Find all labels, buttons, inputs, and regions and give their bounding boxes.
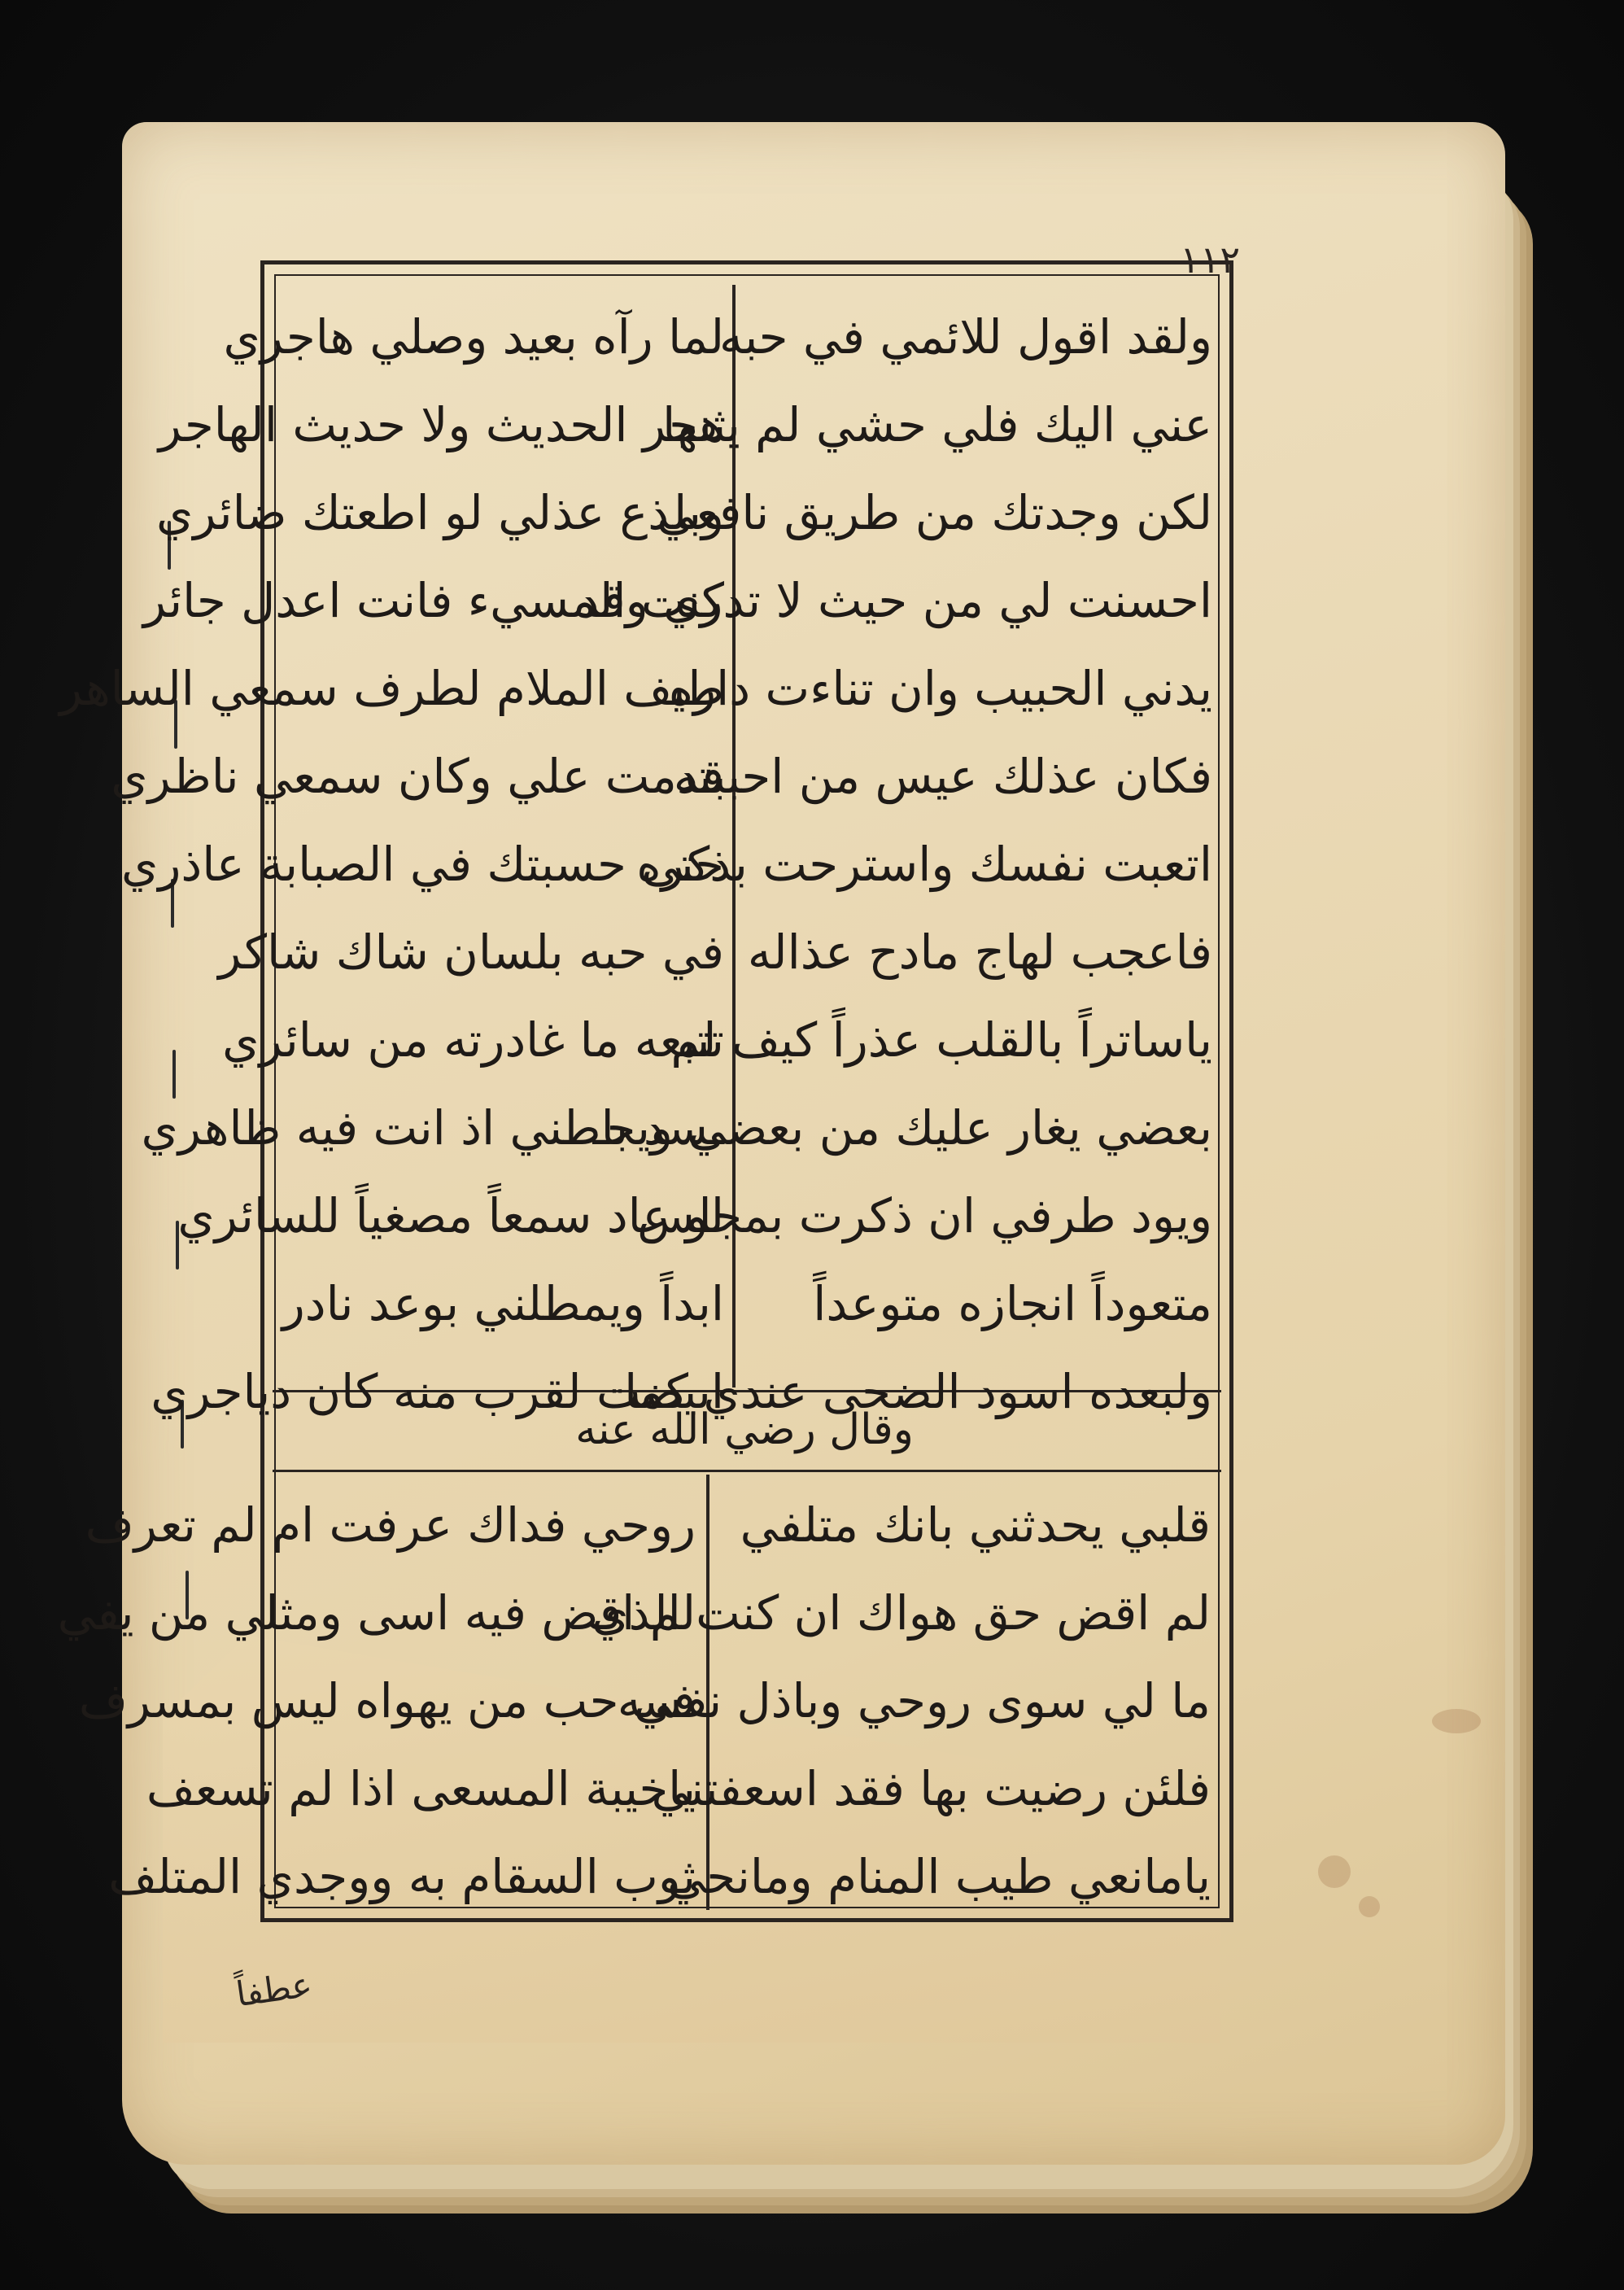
- upper-left-column: [59, 293, 724, 1436]
- verse-line: ـسد باطني اذ انت فيه ظاهري: [141, 1100, 724, 1156]
- paper-stain: [1318, 1855, 1351, 1888]
- verse-line: هجر الحديث ولا حديث الهاجر: [158, 397, 724, 452]
- verse-line: ولبعده اسود الضحى عندي كما: [624, 1364, 1212, 1419]
- verse-line: قلبي يحدثني بانك متلفي: [740, 1497, 1211, 1553]
- verse-line: تتبعه ما غادرته من سائري: [222, 1012, 724, 1068]
- verse-line: يامانعي طيب المنام ومانحي: [666, 1849, 1211, 1904]
- verse-line: في حبه بلسان شاك شاكر: [218, 924, 724, 980]
- lower-left-column: [57, 1481, 696, 1921]
- catchword: عطفاً: [234, 1964, 315, 2015]
- verse-line: روحي فداك عرفت ام لم تعرف: [85, 1497, 696, 1553]
- verse-line: فلئن رضيت بها فقد اسعفتني: [651, 1761, 1211, 1816]
- verse-line: ياساتراً بالقلب عذراً كيف لم: [670, 1012, 1212, 1068]
- verse-line: لم اقض حق هواك ان كنت الذي: [592, 1585, 1211, 1641]
- paper-stain: [1432, 1709, 1481, 1733]
- verse-line: ياخيبة المسعى اذا لم تسعف: [146, 1761, 696, 1816]
- verse-line: ثوب السقام به ووجدي المتلف: [108, 1849, 696, 1904]
- verse-line: يدني الحبيب وان تناءت داره: [668, 661, 1212, 716]
- verse-line: طيف الملام لطرف سمعي الساهر: [59, 661, 724, 716]
- verse-line: وبلذع عذلي لو اطعتك ضائري: [156, 485, 724, 540]
- lower-right-column: [592, 1481, 1211, 1921]
- section-heading: وقال رضي الله عنه: [575, 1405, 914, 1454]
- verse-line: لكن وجدتك من طريق نافعي: [657, 485, 1212, 540]
- verse-line: ولقد اقول للائمي في حبه: [719, 309, 1212, 365]
- page-number: ١١٢: [1180, 238, 1241, 282]
- verse-line: احسنت لي من حيث لا تدري وقد: [578, 573, 1212, 628]
- verse-line: بعضي يغار عليك من بعضي ويحـ: [592, 1100, 1212, 1156]
- verse-line: متعوداً انجازه متوعداً: [813, 1276, 1212, 1331]
- verse-line: لم اقض فيه اسى ومثلي من يفي: [57, 1585, 696, 1641]
- verse-line: حتى حسبتك في الصبابة عاذري: [120, 837, 724, 892]
- verse-line: لما رآه بعيد وصلي هاجري: [223, 309, 724, 365]
- verse-line: ابيضت لقرب منه كان دياجري: [151, 1364, 724, 1419]
- verse-line: في حب من يهواه ليس بمسرف: [78, 1673, 696, 1728]
- verse-line: ابداً ويمطلني بوعد نادر: [282, 1276, 724, 1331]
- verse-line: فاعجب لهاج مادح عذاله: [747, 924, 1212, 980]
- verse-line: لو عاد سمعاً مصغياً للسائري: [177, 1188, 724, 1243]
- verse-line: ما لي سوى روحي وباذل نفسه: [617, 1673, 1211, 1728]
- verse-line: فكان عذلك عيس من احببته: [673, 749, 1212, 804]
- verse-line: كنت المسيء فانت اعدل جائر: [143, 573, 724, 628]
- paper-stain: [1359, 1896, 1380, 1917]
- verse-line: ويود طرفي ان ذكرت بمجلس: [637, 1188, 1212, 1243]
- heading-bottom-rule: [273, 1470, 1221, 1472]
- verse-line: عني اليك فلي حشي لم يثنها: [662, 397, 1212, 452]
- verse-line: قدمت علي وكان سمعي ناظري: [111, 749, 724, 804]
- verse-line: اتعبت نفسك واسترحت بذكره: [636, 837, 1212, 892]
